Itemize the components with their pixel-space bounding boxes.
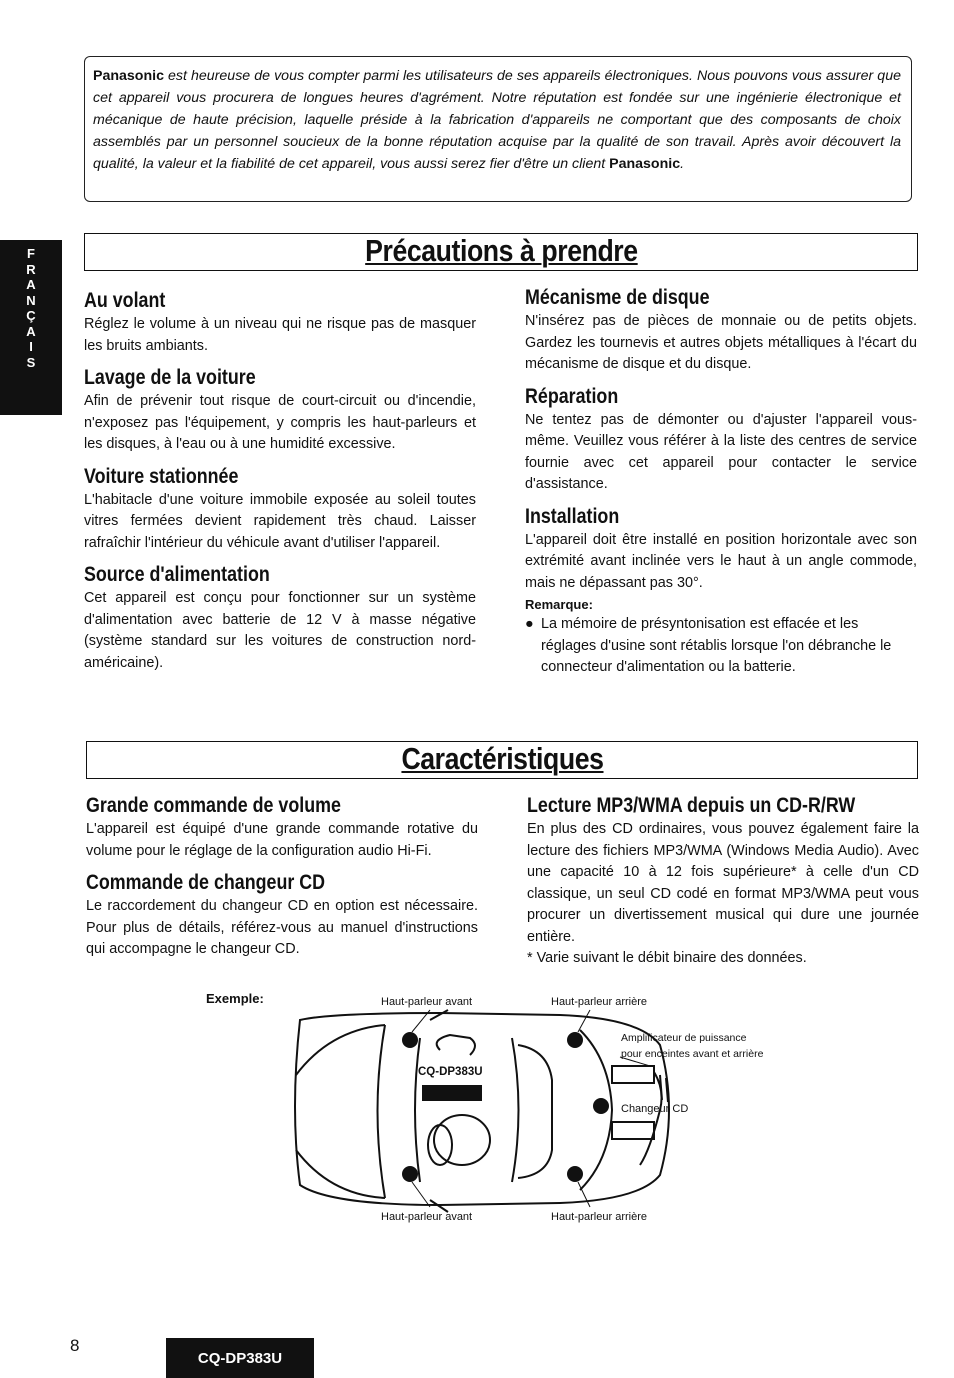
section-heading: Installation xyxy=(525,504,620,528)
language-tab: F R A N Ç A I S xyxy=(0,240,62,415)
intro-text: est heureuse de vous compter parmi les utilisateurs de ses appareils électroniques. Nous pouvons vous assurer que cet appareil vous procurera de longues heures d'agrément. Notre réputation est fondée sur une ingénierie électronique et mécanique de haute précision, laquelle préside à la fabrication d'appareils ne comportant que des composants de choix assemblés par un personnel soucieux de la bonne réputation acquise par la qualité de son travail. Après avoir découvert la qualité, la valeur et la fiabilité de cet appareil, vous aussi serez fier d'être un client xyxy=(93,68,901,172)
features-title: Caractéristiques xyxy=(400,741,604,776)
front-speaker-icon xyxy=(402,1032,418,1048)
example-label: Exemple: xyxy=(206,991,264,1006)
precautions-right-column xyxy=(525,285,917,679)
features-left-column xyxy=(86,793,478,969)
intro-box: Panasonic est heureuse de vous compter parmi les utilisateurs de ses appareils électroniques. Nous pouvons vous assurer que cet appareil vous procurera de longues heures d'agrément. Notre réputation est fondée sur une ingénierie électronique et mécanique de haute précision, laquelle préside à la fabrication d'appareils ne comportant que des composants de choix assemblés par un personnel soucieux de la bonne réputation acquise par la qualité de son travail. Après avoir découvert la qualité, la valeur et la fiabilité de cet appareil, vous aussi serez fier d'être un client Panasonic. xyxy=(84,56,912,202)
unit-label: CQ-DP383U xyxy=(418,1066,483,1078)
section-text: Cet appareil est conçu pour fonctionner sur un système d'alimentation avec batterie de 12 V à masse négative (système standard sur les voitures de construction nord-américaine). xyxy=(84,590,476,671)
section-text: Réglez le volume à un niveau qui ne risque pas de masquer les bruits ambiants. xyxy=(84,316,476,354)
front-speaker-icon xyxy=(402,1166,418,1182)
rear-speaker-icon xyxy=(567,1166,583,1182)
rear-speaker-bottom-label: Haut-parleur arrière xyxy=(551,1211,647,1223)
section-text: L'appareil doit être installé en position horizontale avec son extrémité avant inclinée vers le haut à un angle commode, mais ne dépassant pas 30°. xyxy=(525,531,917,591)
section-heading: Grande commande de volume xyxy=(86,794,341,817)
car-cabin xyxy=(415,1038,519,1182)
features-right-column xyxy=(527,793,919,978)
changer-box xyxy=(612,1122,654,1139)
section-heading: Commande de changeur CD xyxy=(86,871,326,894)
section-heading: Voiture stationnée xyxy=(84,464,239,488)
console xyxy=(437,1035,475,1055)
rear-speaker-top-label: Haut-parleur arrière xyxy=(551,996,647,1008)
car-mirror xyxy=(430,1010,448,1212)
bullet-icon: ● xyxy=(525,616,534,632)
steering-wheel xyxy=(434,1115,490,1165)
amplifier-label-1: Amplificateur de puissance xyxy=(621,1032,747,1044)
changer-label: Changeur CD xyxy=(621,1103,689,1115)
section-text: L'appareil est équipé d'une grande commande rotative du volume pour le réglage de la configuration audio Hi-Fi. xyxy=(86,821,478,859)
amplifier-box xyxy=(612,1066,654,1083)
car-rear xyxy=(580,1030,612,1190)
car-hood xyxy=(296,1025,385,1198)
section-text: Le raccordement du changeur CD en option est nécessaire. Pour plus de détails, référez-vous au manuel d'instructions qui accompagne le changeur CD. xyxy=(86,898,478,957)
section-heading: Lecture MP3/WMA depuis un CD-R/RW xyxy=(527,794,856,817)
features-banner xyxy=(86,741,918,779)
section-text: Ne tentez pas de démonter ou d'ajuster l'appareil vous-même. Veuillez vous référer à la liste des centres de service fournie avec cet appareil pour contacter le service d'assistance. xyxy=(525,411,917,492)
cable xyxy=(640,1072,668,1165)
section-text: En plus des CD ordinaires, vous pouvez également faire la lecture des fichiers MP3/WMA (Windows Media Audio). Avec une capacité 10 à 12 fois supérieure* à celle d'un CD classique, un seul CD codé en format MP3/WMA peut vous procurer un divertissement musical qui dure une journée entière. xyxy=(527,821,919,945)
page-number: 8 xyxy=(70,1336,80,1355)
section-text: Afin de prévenir tout risque de court-circuit ou d'incendie, n'exposez pas l'équipement, y compris les haut-parleurs et les disques, à l'eau ou à une humidité excessive. xyxy=(84,393,476,452)
precautions-title: Précautions à prendre xyxy=(364,233,638,268)
car-body-outline xyxy=(295,1013,669,1205)
remark-text: La mémoire de présyntonisation est effacée et les réglages d'usine sont rétablis lorsque l'on débranche le connecteur d'alimentation ou la batterie. xyxy=(541,616,892,675)
intro-brand-end: Panasonic xyxy=(609,156,681,172)
footnote-text: * Varie suivant le débit binaire des données. xyxy=(527,950,807,966)
front-speaker-bottom-label: Haut-parleur avant xyxy=(381,1211,473,1223)
section-heading: Au volant xyxy=(84,289,166,312)
car-seat xyxy=(518,1045,552,1178)
precautions-banner xyxy=(84,233,918,271)
section-heading: Mécanisme de disque xyxy=(525,286,710,309)
model-badge: CQ-DP383U xyxy=(166,1338,314,1378)
precautions-left-column xyxy=(84,288,476,682)
section-heading: Lavage de la voiture xyxy=(84,366,256,389)
intro-brand: Panasonic xyxy=(93,68,164,84)
remark-item xyxy=(525,614,917,679)
section-text: N'insérez pas de pièces de monnaie ou de petits objets. Gardez les tournevis et autres objets métalliques à l'écart du mécanisme de disque et du disque. xyxy=(525,313,917,372)
rear-speaker-icon xyxy=(567,1032,583,1048)
remark-heading: Remarque: xyxy=(525,597,593,612)
head-unit-block xyxy=(422,1085,482,1101)
section-text: L'habitacle d'une voiture immobile exposée au soleil toutes vitres fermées devient rapidement très chaud. Laisser rafraîchir l'intérieur du véhicule avant d'utiliser l'appareil. xyxy=(84,491,476,551)
car-windshield xyxy=(378,1025,386,1198)
amplifier-label-2: pour enceintes avant et arrière xyxy=(621,1048,764,1060)
section-heading: Réparation xyxy=(525,384,619,408)
changer-speaker-icon xyxy=(593,1098,609,1114)
section-heading: Source d'alimentation xyxy=(84,563,270,586)
front-speaker-top-label: Haut-parleur avant xyxy=(381,996,473,1008)
